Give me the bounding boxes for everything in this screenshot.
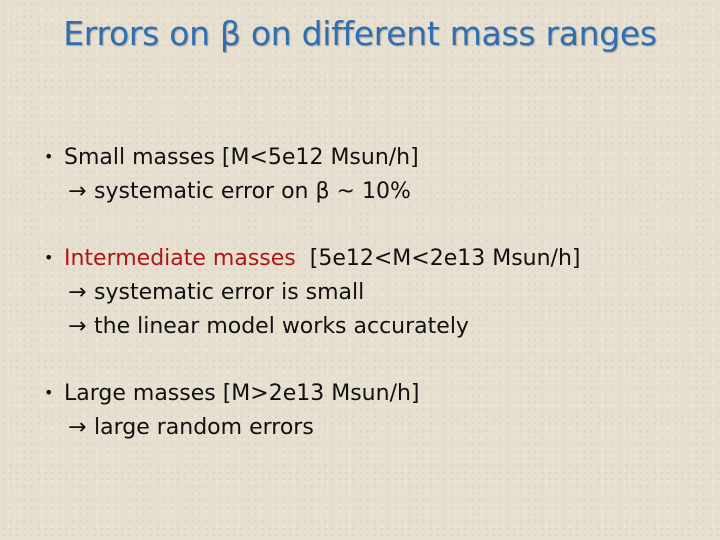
bullet-head bbox=[44, 140, 419, 175]
bullet-head bbox=[44, 241, 581, 276]
bullet-dot-icon: • bbox=[44, 248, 54, 267]
bullet-sub-line bbox=[44, 175, 419, 209]
arrow-right-icon: → bbox=[68, 415, 87, 440]
arrow-right-icon: → bbox=[68, 314, 87, 339]
bullet-dot-icon: • bbox=[44, 147, 54, 166]
bullet-sub-line bbox=[44, 310, 581, 344]
arrow-right-icon: → bbox=[68, 280, 87, 305]
bullet-head bbox=[44, 376, 420, 411]
bullet-sub-text: systematic error on β ~ 10% bbox=[94, 179, 411, 204]
bullet-sub-line bbox=[44, 411, 420, 445]
bullet-small-masses bbox=[44, 140, 419, 209]
bullet-head-text: Small masses [M<5e12 Msun/h] bbox=[64, 145, 419, 170]
bullet-dot-icon: • bbox=[44, 383, 54, 402]
bullet-head-highlight: Intermediate masses bbox=[64, 246, 296, 271]
bullet-sub-line bbox=[44, 276, 581, 310]
bullet-head-text: Large masses [M>2e13 Msun/h] bbox=[64, 381, 420, 406]
slide-title: Errors on β on different mass ranges bbox=[63, 14, 657, 53]
arrow-right-icon: → bbox=[68, 179, 87, 204]
bullet-sub-text: large random errors bbox=[94, 415, 314, 440]
bullet-sub-text: systematic error is small bbox=[94, 280, 365, 305]
bullet-large-masses bbox=[44, 376, 420, 445]
bullet-sub-text: the linear model works accurately bbox=[94, 314, 469, 339]
bullet-intermediate-masses bbox=[44, 241, 581, 344]
bullet-head-text: [5e12<M<2e13 Msun/h] bbox=[295, 246, 581, 271]
